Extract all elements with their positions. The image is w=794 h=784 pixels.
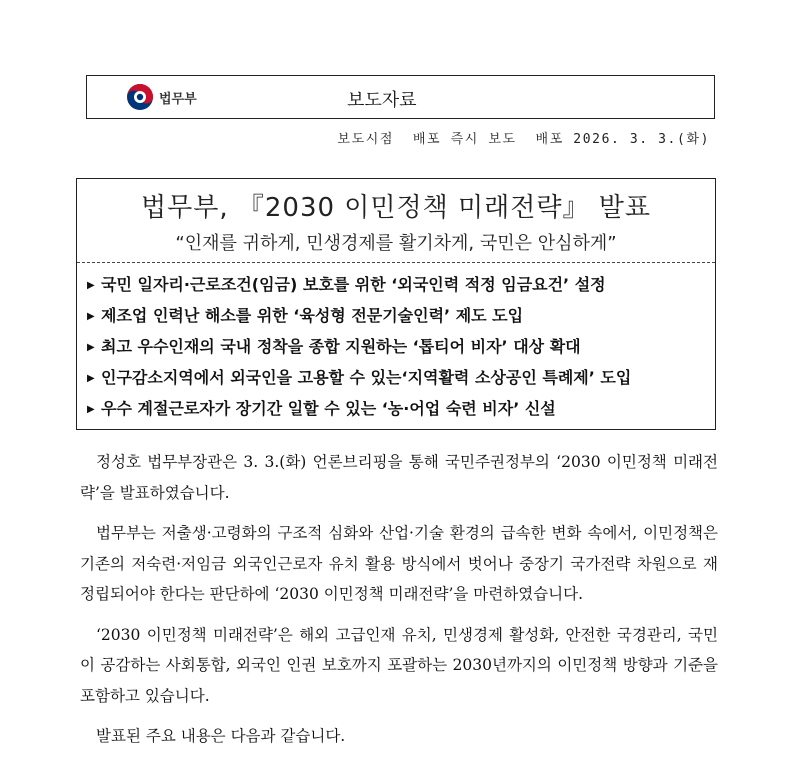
document-type: 보도자료: [347, 90, 417, 111]
list-item: [87, 331, 631, 362]
list-item-text: 인구감소지역에서 외국인을 고용할 수 있는‘지역활력 소상공인 특례제’ 도입: [101, 368, 632, 387]
header-box: [86, 75, 715, 119]
list-item-text: 국민 일자리·근로조건(임금) 보호를 위한 ‘외국인력 적정 임금요건’ 설정: [101, 275, 606, 294]
list-item-text: 제조업 인력난 해소를 위한 ‘육성형 전문기술인력’ 제도 도입: [101, 306, 524, 325]
triangle-bullet-icon: ▶: [87, 373, 95, 384]
summary-list: [87, 269, 631, 424]
triangle-bullet-icon: ▶: [87, 311, 95, 322]
paragraph: 발표된 주요 내용은 다음과 같습니다.: [96, 727, 346, 745]
paragraph: 정성호 법무부장관은 3. 3.(화) 언론브리핑을 통해 국민주권정부의 ‘2030 이민정책 미래전략’을 발표하였습니다.: [80, 453, 718, 502]
triangle-bullet-icon: ▶: [87, 404, 95, 415]
list-item: [87, 362, 631, 393]
dashed-divider: [77, 262, 715, 263]
list-item: [87, 269, 631, 300]
release-info: 보도시점 배포 즉시 보도 배포 2026. 3. 3.(화): [337, 132, 710, 147]
page-title: 법무부, 『2030 이민정책 미래전략』 발표: [141, 193, 651, 223]
triangle-bullet-icon: ▶: [87, 342, 95, 353]
list-item: [87, 393, 631, 424]
triangle-bullet-icon: ▶: [87, 280, 95, 291]
taegeuk-logo-icon: [125, 82, 155, 112]
list-item-text: 최고 우수인재의 국내 정착을 종합 지원하는 ‘톱티어 비자’ 대상 확대: [101, 337, 581, 356]
ministry-logo-text: 법무부: [159, 92, 197, 107]
page-subtitle: “인재를 귀하게, 민생경제를 활기차게, 국민은 안심하게”: [175, 233, 617, 254]
body-text: [80, 447, 718, 752]
paragraph: 법무부는 저출생·고령화의 구조적 심화와 산업·기술 환경의 급속한 변화 속에서, 이민정책은 기존의 저숙련·저임금 외국인근로자 유치 활용 방식에서 벗어나 중장기 국가전략 차원으로 재정립되어야 한다는 판단하에 ‘2030 이민정책 미래전략’을 마련하였습니다.: [80, 524, 718, 603]
headline-box: [76, 178, 716, 430]
list-item: [87, 300, 631, 331]
paragraph: ‘2030 이민정책 미래전략’은 해외 고급인재 유치, 민생경제 활성화, 안전한 국경관리, 국민이 공감하는 사회통합, 외국인 인권 보호까지 포괄하는 2030년까지의 이민정책 방향과 기준을 포함하고 있습니다.: [80, 625, 718, 705]
list-item-text: 우수 계절근로자가 장기간 일할 수 있는 ‘농·어업 숙련 비자’ 신설: [101, 399, 556, 418]
